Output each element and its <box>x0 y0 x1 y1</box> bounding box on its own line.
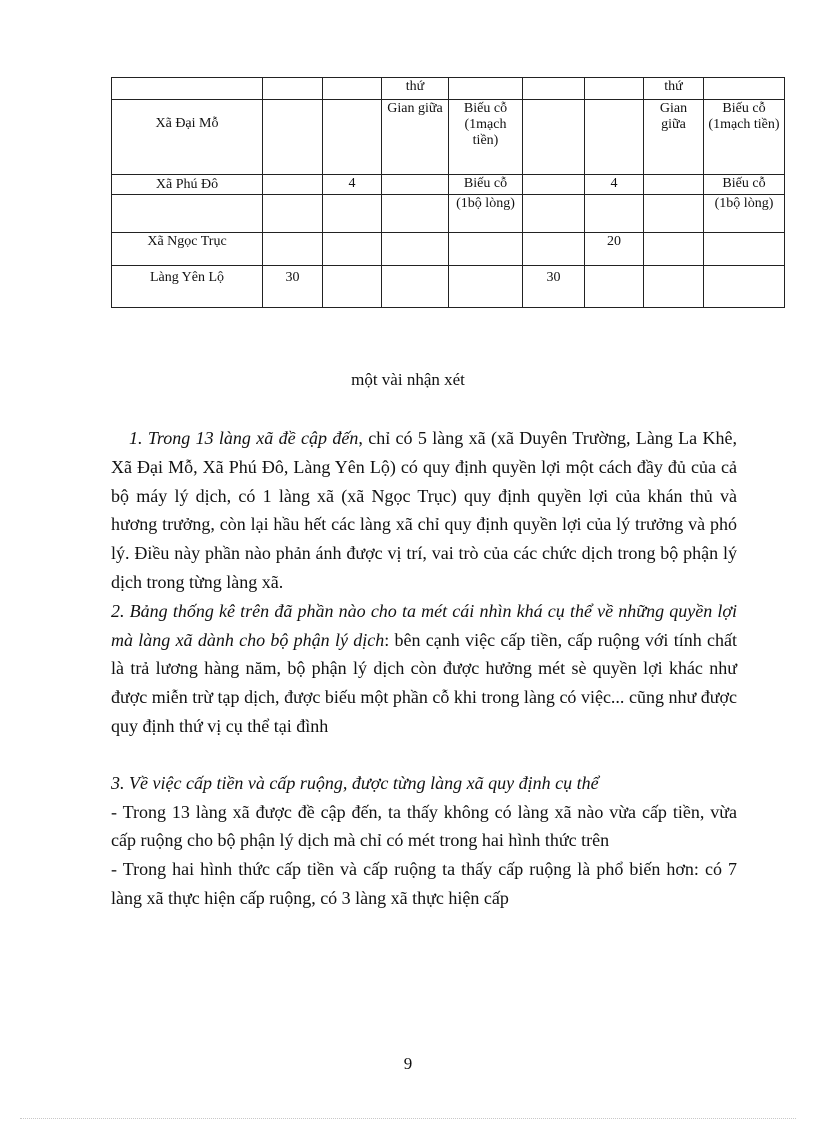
table-cell: Xã Ngọc Trục <box>112 233 263 266</box>
page-number: 9 <box>403 1054 413 1073</box>
paragraph-3-lead: 3. Về việc cấp tiền và cấp ruộng, được từng làng xã quy định cụ thể <box>111 772 599 793</box>
table-cell: Biếu cỗ <box>704 175 785 195</box>
table-cell <box>323 100 382 175</box>
table-cell: 4 <box>323 175 382 195</box>
statistics-table <box>111 77 785 308</box>
table-cell <box>523 78 585 100</box>
table-cell <box>382 195 449 233</box>
paragraph-2-text: : bên cạnh việc cấp tiền, cấp ruộng với tính chất là trả lương hàng năm, bộ phận lý dịch còn được hưởng mét sè quyền lợi khác như được miễn trừ tạp dịch, được biếu một phần cỗ khi trong làng có việc... cũng như được quy định thứ vị cụ thể tại đình <box>111 629 737 736</box>
table-cell <box>449 78 523 100</box>
body-text <box>111 424 737 913</box>
table-cell <box>112 195 263 233</box>
paragraph-2-lead: 2. Bảng thống kê trên đã phần nào cho ta mét cái nhìn khá cụ thể về những quyền lợi mà làng xã dành cho bộ phận lý dịch <box>111 600 737 650</box>
footer-divider <box>20 1118 796 1119</box>
table-cell <box>112 78 263 100</box>
table-cell: thứ <box>382 78 449 100</box>
table-cell <box>585 100 644 175</box>
table-cell <box>382 175 449 195</box>
table-cell: 20 <box>585 233 644 266</box>
table-cell <box>585 78 644 100</box>
paragraph-2 <box>111 597 737 741</box>
table-cell: thứ <box>644 78 704 100</box>
table-cell: Biếu cỗ (1mạch tiền) <box>704 100 785 175</box>
table-cell <box>644 266 704 308</box>
table-cell <box>449 266 523 308</box>
table-cell <box>382 266 449 308</box>
table-cell: Biếu cỗ (1mạch tiền) <box>449 100 523 175</box>
table-cell: 30 <box>263 266 323 308</box>
table-row <box>112 233 785 266</box>
table-cell <box>585 266 644 308</box>
table-cell: Gian giữa <box>644 100 704 175</box>
paragraph-3-heading <box>111 769 737 798</box>
table-cell: Xã Phú Đô <box>112 175 263 195</box>
table-cell <box>704 266 785 308</box>
paragraph-1-text: , chỉ có 5 làng xã (xã Duyên Trường, Làng La Khê, Xã Đại Mỗ, Xã Phú Đô, Làng Yên Lộ) có quy định quyền lợi một cách đầy đủ của cả bộ máy lý dịch, có 1 làng xã (xã Ngọc Trục) quy định quyền lợi của khán thủ và hương trưởng, còn lại hầu hết các làng xã chỉ quy định quyền lợi của lý trưởng và phó lý. Điều này phần nào phản ánh được vị trí, vai trò của các chức dịch trong bộ phận lý dịch trong từng làng xã. <box>111 428 737 592</box>
table-cell: Gian giữa <box>382 100 449 175</box>
table-cell <box>382 233 449 266</box>
table-cell: Xã Đại Mỗ <box>112 100 263 175</box>
table-cell <box>644 195 704 233</box>
table-cell <box>323 266 382 308</box>
table-cell <box>263 195 323 233</box>
table-cell <box>523 175 585 195</box>
table-row <box>112 266 785 308</box>
table-cell <box>263 233 323 266</box>
table-cell <box>449 233 523 266</box>
paragraph-1-lead: 1. Trong 13 làng xã đề cập đến <box>129 428 359 448</box>
table-cell: Biếu cỗ <box>449 175 523 195</box>
table-row <box>112 195 785 233</box>
table-cell <box>704 233 785 266</box>
table-cell <box>585 195 644 233</box>
table-cell: Làng Yên Lộ <box>112 266 263 308</box>
table-cell <box>263 78 323 100</box>
table-cell <box>644 233 704 266</box>
bullet-2: - Trong hai hình thức cấp tiền và cấp ruộng ta thấy cấp ruộng là phổ biến hơn: có 7 làng xã thực hiện cấp ruộng, có 3 làng xã thực hiện cấp <box>111 859 737 908</box>
table-cell <box>263 100 323 175</box>
paragraph-1 <box>111 424 737 597</box>
table-cell <box>323 233 382 266</box>
table-cell <box>323 195 382 233</box>
table-cell: (1bộ lòng) <box>449 195 523 233</box>
bullet-1: - Trong 13 làng xã được đề cập đến, ta thấy không có làng xã nào vừa cấp tiền, vừa cấp ruộng cho bộ phận lý dịch mà chỉ có mét trong hai hình thức trên <box>111 801 737 851</box>
table-cell <box>263 175 323 195</box>
table-cell <box>704 78 785 100</box>
table-cell <box>523 195 585 233</box>
table-cell: (1bộ lòng) <box>704 195 785 233</box>
table-row <box>112 78 785 100</box>
section-heading: một vài nhận xét <box>351 370 465 389</box>
table-row <box>112 175 785 195</box>
table-cell <box>644 175 704 195</box>
table-cell <box>523 233 585 266</box>
table-row <box>112 100 785 175</box>
table-cell: 4 <box>585 175 644 195</box>
paragraph-gap <box>111 741 737 769</box>
table-body <box>112 78 785 308</box>
table-cell <box>523 100 585 175</box>
table-cell: 30 <box>523 266 585 308</box>
table-cell <box>323 78 382 100</box>
